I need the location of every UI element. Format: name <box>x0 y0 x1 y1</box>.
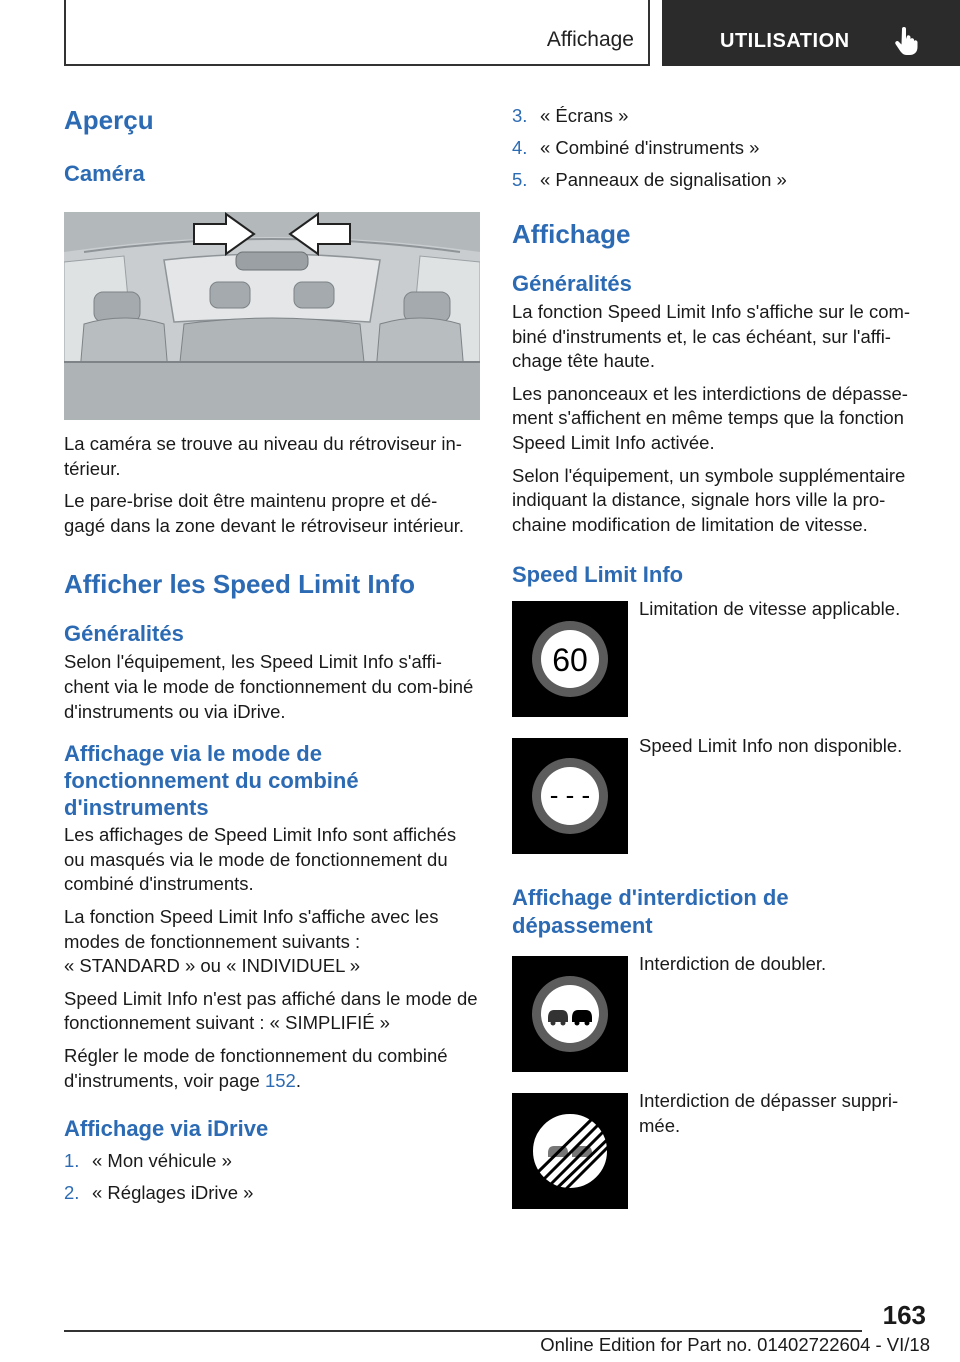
idrive-steps-list <box>64 1149 478 1213</box>
list-item-number: 3. <box>512 105 528 126</box>
generalites-text-right-1: La fonction Speed Limit Info s'affiche sur le com‐biné d'instruments et, le cas échéant, sur l'affi‐chage tête haute. <box>512 301 911 372</box>
heading-generalites-right: Généralités <box>512 271 632 296</box>
list-item <box>512 168 932 200</box>
mode-text-4-end: . <box>295 1069 301 1091</box>
list-item-text: « Écrans » <box>540 105 629 126</box>
sign-row-no-passing <box>512 953 932 1072</box>
sign-no-passing-description: Interdiction de doubler. <box>639 953 827 975</box>
heading-affichage-idrive: Affichage via iDrive <box>64 1116 269 1142</box>
speed-limit-value: 60 <box>552 642 588 679</box>
heading-camera: Caméra <box>64 161 145 186</box>
speed-limit-placeholder: - - - <box>549 780 591 811</box>
mode-text-4 <box>64 1044 478 1093</box>
mode-text-2b: « STANDARD » ou « INDIVIDUEL » <box>64 955 361 977</box>
no-passing-sign-icon <box>512 956 628 1072</box>
footer-edition: Online Edition for Part no. 01402722604 - VI/18 <box>540 1334 930 1355</box>
list-item-text: « Combiné d'instruments » <box>540 137 760 158</box>
mode-text-4-body: Régler le mode de fonctionnement du combiné d'instruments, voir page <box>64 1044 448 1091</box>
list-item-number: 2. <box>64 1182 80 1204</box>
hand-pointer-icon <box>892 26 922 56</box>
idrive-steps-list-continued <box>512 104 932 200</box>
header-section-title: Affichage <box>546 28 634 51</box>
sign-row-unavailable <box>512 735 932 854</box>
footer-divider <box>64 1330 862 1332</box>
sign-end-no-passing-description: Interdiction de dépasser suppri‐mée. <box>639 1090 899 1136</box>
heading-apercu: Aperçu <box>64 105 154 135</box>
camera-text-1: La caméra se trouve au niveau du rétroviseur in‐térieur. <box>64 433 462 479</box>
list-item-number: 1. <box>64 1150 80 1172</box>
list-item <box>512 136 932 168</box>
list-item-text: « Panneaux de signalisation » <box>540 169 787 190</box>
mode-text-2a: La fonction Speed Limit Info s'affiche avec les modes de fonctionnement suivants : <box>64 905 439 952</box>
page-link-152[interactable]: 152 <box>264 1069 296 1091</box>
header-chapter-label: UTILISATION <box>720 30 850 52</box>
sign-unavailable-description: Speed Limit Info non disponible. <box>639 735 903 757</box>
list-item <box>64 1181 478 1213</box>
heading-affichage-mode: Affichage via le mode de fonctionnement du combiné d'instruments <box>64 741 359 821</box>
mode-text-3: Speed Limit Info n'est pas affiché dans le mode de fonctionnement suivant : « SIMPLIFIÉ » <box>64 987 478 1034</box>
list-item <box>512 104 932 136</box>
sign-row-end-no-passing <box>512 1090 932 1209</box>
end-no-passing-sign-icon <box>512 1093 628 1209</box>
sign-60-description: Limitation de vitesse applicable. <box>639 598 901 620</box>
generalites-text-right-3: Selon l'équipement, un symbole supplémentaire indiquant la distance, signale hors ville la pro‐chaine modification de limitation de vitesse. <box>512 464 906 535</box>
list-item-number: 4. <box>512 137 528 158</box>
heading-speed-limit-info: Speed Limit Info <box>512 562 684 588</box>
camera-interior-illustration <box>64 212 480 420</box>
speed-limit-unavailable-sign-icon <box>512 738 628 854</box>
heading-afficher-sli: Afficher les Speed Limit Info <box>64 569 416 600</box>
list-item-number: 5. <box>512 169 528 190</box>
mode-text-2 <box>64 905 478 979</box>
list-item <box>64 1149 478 1181</box>
sign-row-60 <box>512 598 932 717</box>
heading-interdiction-depassement: Affichage d'interdiction de dépassement <box>512 885 789 939</box>
list-item-text: « Réglages iDrive » <box>92 1182 254 1204</box>
list-item-text: « Mon véhicule » <box>92 1150 232 1172</box>
heading-affichage: Affichage <box>512 219 631 249</box>
mode-text-1: Les affichages de Speed Limit Info sont affichés ou masqués via le mode de fonctionnement du combiné d'instruments. <box>64 824 457 895</box>
left-column <box>64 96 478 1213</box>
heading-generalites-left: Généralités <box>64 621 184 647</box>
page-number: 163 <box>882 1300 926 1330</box>
generalites-text-left: Selon l'équipement, les Speed Limit Info s'affi‐chent via le mode de fonctionnement du com‐biné d'instruments ou via iDrive. <box>64 651 474 722</box>
speed-limit-60-sign-icon <box>512 601 628 717</box>
generalites-text-right-2: Les panonceaux et les interdictions de dépasse‐ment s'affichent en même temps que la fonction Speed Limit Info activée. <box>512 382 908 453</box>
camera-text-2: Le pare-brise doit être maintenu propre et dé‐gagé dans la zone devant le rétroviseur intérieur. <box>64 490 465 536</box>
right-column <box>512 104 932 1209</box>
